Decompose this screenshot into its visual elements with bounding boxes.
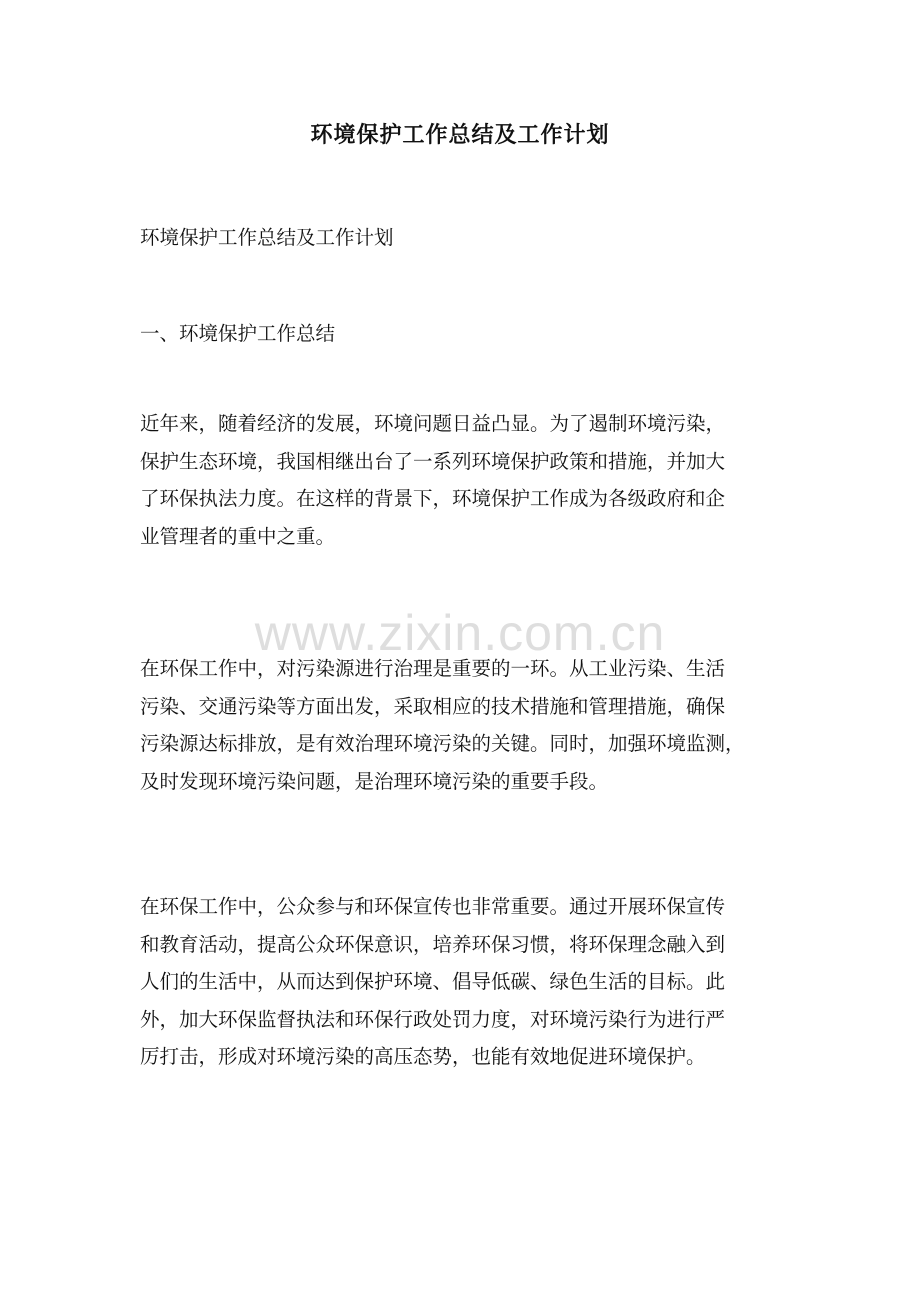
paragraph-line: 外，加大环保监督执法和环保行政处罚力度，对环境污染行为进行严 xyxy=(140,1007,726,1031)
watermark-text: www.zixin.com.cn xyxy=(254,605,666,661)
paragraph-line: 业管理者的重中之重。 xyxy=(140,524,336,548)
paragraph-1 xyxy=(140,405,782,555)
paragraph-3 xyxy=(140,888,782,1076)
paragraph-line: 厉打击，形成对环境污染的高压态势，也能有效地促进环境保护。 xyxy=(140,1045,706,1069)
document-subtitle: 环境保护工作总结及工作计划 xyxy=(140,226,394,249)
paragraph-line: 在环保工作中，对污染源进行治理是重要的一环。从工业污染、生活 xyxy=(140,657,726,680)
paragraph-2 xyxy=(140,650,782,800)
paragraph-line: 保护生态环境，我国相继出台了一系列环境保护政策和措施，并加大 xyxy=(140,449,726,473)
paragraph-line: 污染源达标排放，是有效治理环境污染的关键。同时，加强环境监测， xyxy=(140,732,745,756)
paragraph-line: 和教育活动，提高公众环保意识，培养环保习惯，将环保理念融入到 xyxy=(140,932,726,956)
paragraph-line: 及时发现环境污染问题，是治理环境污染的重要手段。 xyxy=(140,769,609,793)
paragraph-line: 近年来，随着经济的发展，环境问题日益凸显。为了遏制环境污染， xyxy=(140,412,726,435)
document-title: 环境保护工作总结及工作计划 xyxy=(310,122,610,148)
paragraph-line: 在环保工作中，公众参与和环保宣传也非常重要。通过开展环保宣传 xyxy=(140,895,726,918)
paragraph-line: 污染、交通污染等方面出发，采取相应的技术措施和管理措施，确保 xyxy=(140,694,726,718)
section-heading: 一、环境保护工作总结 xyxy=(140,322,336,345)
paragraph-line: 人们的生活中，从而达到保护环境、倡导低碳、绿色生活的目标。此 xyxy=(140,970,726,994)
paragraph-line: 了环保执法力度。在这样的背景下，环境保护工作成为各级政府和企 xyxy=(140,487,726,511)
